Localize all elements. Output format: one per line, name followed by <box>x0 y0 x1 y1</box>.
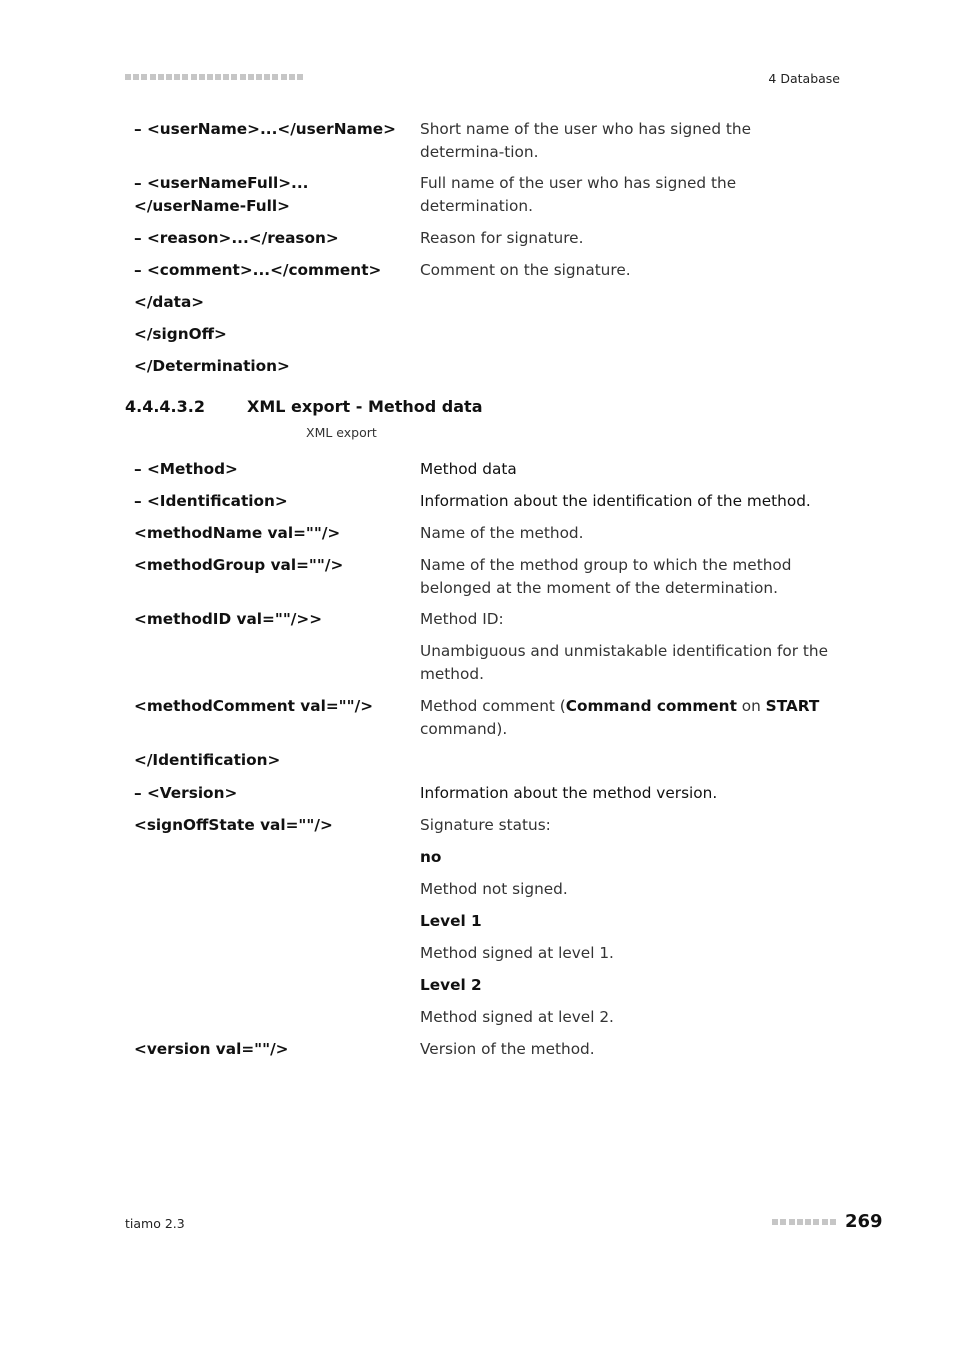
tag-description: Information about the method version. <box>420 784 718 802</box>
xml-tag: <methodComment val=""/> <box>134 697 374 715</box>
status-value: Level 1 <box>420 912 482 930</box>
xml-tag: – <Method> <box>134 460 238 478</box>
start-command-term: START <box>765 697 820 715</box>
tag-description: Short name of the user who has signed the determina-tion. <box>420 120 751 161</box>
footer-product: tiamo 2.3 <box>125 1216 185 1231</box>
tag-description: Name of the method group to which the method belonged at the moment of the determination. <box>420 556 792 597</box>
xml-tag: – <Identification> <box>134 492 288 510</box>
xml-tag: <methodGroup val=""/> <box>134 556 344 574</box>
text-part: command). <box>420 719 508 738</box>
xml-tag: – <Version> <box>134 784 238 802</box>
footer-decoration <box>772 1219 838 1228</box>
tag-description: Unambiguous and unmistakable identification for the method. <box>420 642 829 683</box>
status-value: no <box>420 848 442 866</box>
xml-tag: </Determination> <box>134 357 290 375</box>
section-title: XML export - Method data <box>247 397 483 416</box>
text-part: Method comment ( <box>420 697 566 715</box>
tag-description: Name of the method. <box>420 524 584 542</box>
tag-description: Version of the method. <box>420 1040 595 1058</box>
status-value: Level 2 <box>420 976 482 994</box>
tag-description: Full name of the user who has signed the determination. <box>420 174 737 215</box>
command-comment-term: Command comment <box>565 697 737 715</box>
section-number: 4.4.4.3.2 <box>125 397 205 416</box>
tag-description: Reason for signature. <box>420 229 584 247</box>
tag-description <box>420 695 830 740</box>
xml-tag: – <userNameFull>...</userName-Full> <box>134 174 309 215</box>
xml-tag: – <reason>...</reason> <box>134 229 339 247</box>
text-part: on <box>736 697 766 715</box>
tag-description: Information about the identification of the method. <box>420 492 811 510</box>
tag-description: Method signed at level 2. <box>420 1008 614 1026</box>
page-number: 269 <box>845 1211 883 1232</box>
xml-tag: </signOff> <box>134 325 227 343</box>
tag-description: Method not signed. <box>420 880 568 898</box>
tag-description: Signature status: <box>420 816 551 834</box>
xml-tag: <version val=""/> <box>134 1040 289 1058</box>
xml-tag: <methodName val=""/> <box>134 524 341 542</box>
tag-description: Method ID: <box>420 610 504 628</box>
tag-description: Comment on the signature. <box>420 261 631 279</box>
section-subtitle: XML export <box>306 425 377 440</box>
tag-description: Method data <box>420 460 517 478</box>
xml-tag: </Identification> <box>134 751 281 769</box>
header-decoration <box>125 74 307 83</box>
xml-tag: <signOffState val=""/> <box>134 816 333 834</box>
xml-tag: </data> <box>134 293 205 311</box>
xml-tag: – <userName>...</userName> <box>134 120 396 138</box>
header-chapter: 4 Database <box>768 71 840 86</box>
tag-description: Method signed at level 1. <box>420 944 614 962</box>
xml-tag: <methodID val=""/>> <box>134 610 323 628</box>
xml-tag: – <comment>...</comment> <box>134 261 382 279</box>
